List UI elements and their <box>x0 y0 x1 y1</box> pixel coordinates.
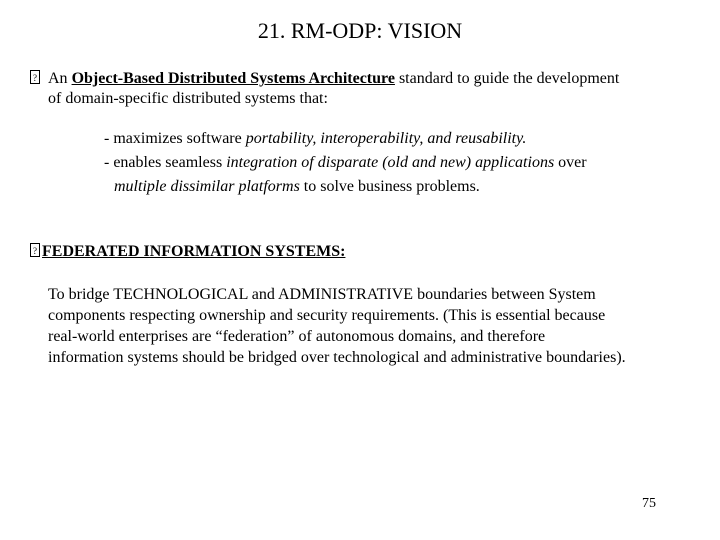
intro-prefix: An <box>48 70 72 87</box>
paragraph-line-2: components respecting ownership and security requirements. (This is essential because <box>48 307 606 324</box>
item2-italic: integration of disparate (old and new) applications <box>226 154 555 171</box>
section-heading: FEDERATED INFORMATION SYSTEMS: <box>42 243 346 260</box>
intro-line-2: of domain-specific distributed systems that: <box>48 90 328 107</box>
paragraph-line-4: information systems should be bridged over technological and administrative boundaries). <box>48 349 626 366</box>
item2-suffix: over <box>554 154 587 171</box>
list-item-2-continued <box>114 178 480 196</box>
intro-bold-term: Object-Based Distributed Systems Architecture <box>71 70 395 87</box>
list-item-2 <box>104 154 587 172</box>
page-number: 75 <box>642 496 656 511</box>
list-item-1 <box>104 130 526 148</box>
item3-italic: multiple dissimilar platforms <box>114 178 300 195</box>
paragraph-line-3: real-world enterprises are “federation” of autonomous domains, and therefore <box>48 328 546 345</box>
item2-prefix: - enables seamless <box>104 154 227 171</box>
item1-prefix: - maximizes software <box>104 130 246 147</box>
bullet-icon: ? <box>30 70 40 84</box>
bullet-icon: ? <box>30 243 40 257</box>
paragraph-line-1: To bridge TECHNOLOGICAL and ADMINISTRATIVE boundaries between System <box>48 286 596 303</box>
slide-title: 21. RM-ODP: VISION <box>257 18 463 43</box>
item3-suffix: to solve business problems. <box>299 178 480 195</box>
intro-suffix: standard to guide the development <box>394 70 620 87</box>
intro-line-1 <box>48 70 619 88</box>
item1-italic: portability, interoperability, and reusability. <box>245 130 527 147</box>
